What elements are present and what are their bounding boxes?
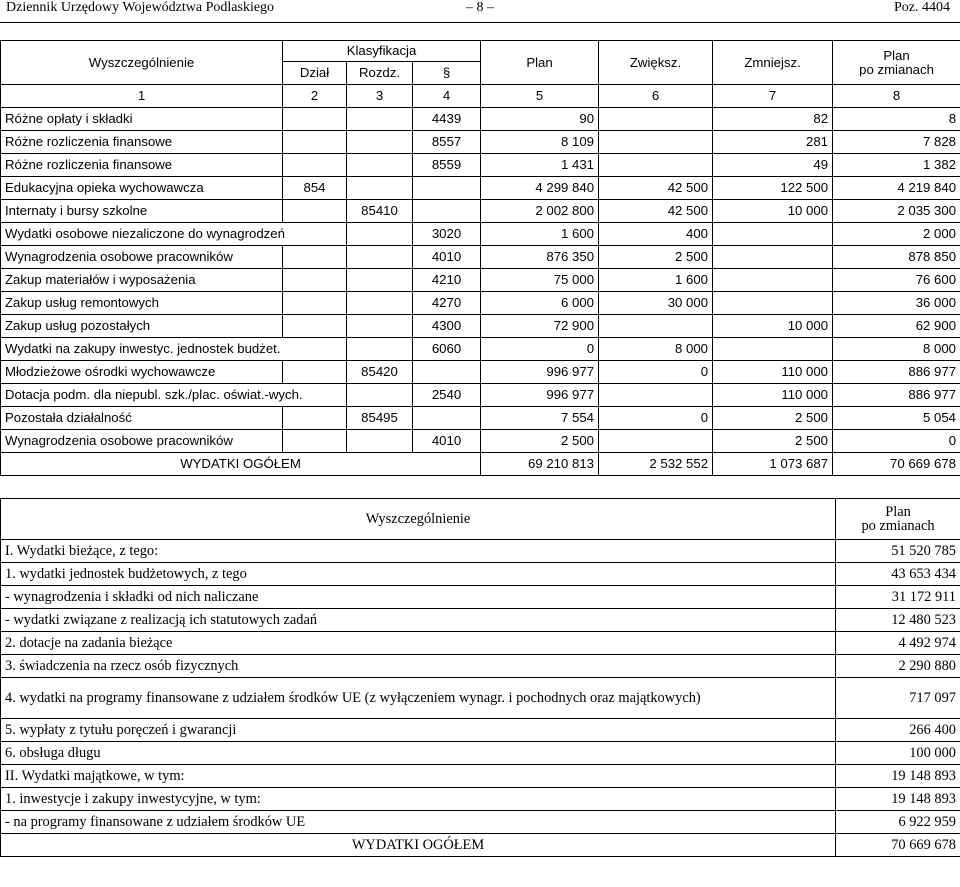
summary-header-plan-line1: Plan: [885, 504, 911, 520]
cell-zw: 8 000: [599, 338, 713, 361]
cell-par: 4010: [413, 246, 481, 269]
cell-plan: 996 977: [481, 361, 599, 384]
summary-row: [1, 788, 960, 811]
cell-po: 886 977: [833, 361, 960, 384]
cell-po: 36 000: [833, 292, 960, 315]
header-rozdz: Rozdz.: [347, 62, 413, 85]
summary-item-name: 2. dotacje na zadania bieżące: [1, 632, 836, 655]
summary-row: [1, 540, 960, 563]
summary-item-name: 3. świadczenia na rzecz osób fizycznych: [1, 655, 836, 678]
cell-rozdz: [347, 246, 413, 269]
page-number: – 8 –: [466, 0, 494, 15]
summary-item-value: 4 492 974: [836, 632, 960, 655]
cell-name: Różne opłaty i składki: [1, 108, 283, 131]
cell-dzial: [283, 223, 347, 246]
summary-item-value: 266 400: [836, 719, 960, 742]
table-row: [1, 292, 960, 315]
cell-plan: 90: [481, 108, 599, 131]
cell-rozdz: [347, 292, 413, 315]
column-number: 4: [413, 85, 481, 108]
summary-item-value: 31 172 911: [836, 586, 960, 609]
cell-plan: 4 299 840: [481, 177, 599, 200]
cell-zm: [713, 223, 833, 246]
cell-zm: 2 500: [713, 430, 833, 453]
cell-zm: [713, 269, 833, 292]
header-plan: Plan: [481, 41, 599, 85]
summary-item-value: 2 290 880: [836, 655, 960, 678]
header-klasyfikacja: Klasyfikacja: [283, 41, 481, 62]
cell-name: Wynagrodzenia osobowe pracowników: [1, 246, 283, 269]
summary-item-name: I. Wydatki bieżące, z tego:: [1, 540, 836, 563]
cell-plan: 996 977: [481, 384, 599, 407]
cell-plan: 75 000: [481, 269, 599, 292]
cell-dzial: [283, 200, 347, 223]
header-zmniejsz: Zmniejsz.: [713, 41, 833, 85]
cell-name: Pozostała działalność: [1, 407, 283, 430]
cell-zw: [599, 384, 713, 407]
header-dzial: Dział: [283, 62, 347, 85]
header-plan-po-line2: po zmianach: [859, 61, 934, 77]
cell-po: 878 850: [833, 246, 960, 269]
column-numbers-row: [1, 85, 960, 108]
cell-po: 0: [833, 430, 960, 453]
cell-zw: 400: [599, 223, 713, 246]
summary-row: [1, 719, 960, 742]
cell-po: 2 000: [833, 223, 960, 246]
cell-plan: 0: [481, 338, 599, 361]
cell-dzial: [283, 292, 347, 315]
cell-po: 5 054: [833, 407, 960, 430]
cell-po: 886 977: [833, 384, 960, 407]
cell-dzial: [283, 269, 347, 292]
total-row: [1, 453, 960, 476]
summary-row: [1, 811, 960, 834]
header-zwieksz: Zwiększ.: [599, 41, 713, 85]
cell-dzial: [283, 154, 347, 177]
cell-rozdz: [347, 131, 413, 154]
column-number: 1: [1, 85, 283, 108]
cell-zw: 1 600: [599, 269, 713, 292]
cell-zm: 10 000: [713, 315, 833, 338]
summary-row: [1, 765, 960, 788]
cell-plan: 1 600: [481, 223, 599, 246]
table-row: [1, 269, 960, 292]
header-plan-po-zmianach: [833, 41, 960, 85]
table-row: [1, 315, 960, 338]
cell-zw: [599, 430, 713, 453]
cell-plan: 2 002 800: [481, 200, 599, 223]
cell-par: 8559: [413, 154, 481, 177]
cell-par: 4300: [413, 315, 481, 338]
cell-par: [413, 200, 481, 223]
summary-item-value: 6 922 959: [836, 811, 960, 834]
cell-dzial: [283, 361, 347, 384]
cell-par: 2540: [413, 384, 481, 407]
cell-zm: 82: [713, 108, 833, 131]
cell-name: Edukacyjna opieka wychowawcza: [1, 177, 283, 200]
cell-zw: [599, 315, 713, 338]
cell-rozdz: [347, 223, 413, 246]
summary-item-name: 5. wypłaty z tytułu poręczeń i gwarancji: [1, 719, 836, 742]
cell-par: 4010: [413, 430, 481, 453]
summary-total-value: 70 669 678: [836, 834, 960, 857]
cell-name: Wydatki osobowe niezaliczone do wynagrodzeń: [1, 223, 283, 246]
total-po: 70 669 678: [833, 453, 960, 476]
journal-title: Dziennik Urzędowy Województwa Podlaskiego: [6, 0, 275, 15]
summary-item-value: 717 097: [836, 678, 960, 719]
cell-zm: 2 500: [713, 407, 833, 430]
table-row: [1, 407, 960, 430]
cell-zm: 110 000: [713, 384, 833, 407]
cell-name: Zakup usług remontowych: [1, 292, 283, 315]
summary-item-name: 1. wydatki jednostek budżetowych, z tego: [1, 563, 836, 586]
cell-po: 76 600: [833, 269, 960, 292]
cell-par: 8557: [413, 131, 481, 154]
column-number: 8: [833, 85, 960, 108]
table-row: [1, 430, 960, 453]
cell-po: 1 382: [833, 154, 960, 177]
cell-par: 6060: [413, 338, 481, 361]
cell-rozdz: [347, 154, 413, 177]
summary-item-name: - wynagrodzenia i składki od nich naliczane: [1, 586, 836, 609]
cell-par: 4210: [413, 269, 481, 292]
cell-rozdz: [347, 108, 413, 131]
cell-po: 8 000: [833, 338, 960, 361]
summary-item-name: 6. obsługa długu: [1, 742, 836, 765]
cell-rozdz: [347, 269, 413, 292]
table-row: [1, 223, 960, 246]
cell-plan: 2 500: [481, 430, 599, 453]
cell-plan: 8 109: [481, 131, 599, 154]
cell-par: [413, 407, 481, 430]
table-row: [1, 131, 960, 154]
cell-zm: 122 500: [713, 177, 833, 200]
cell-zm: [713, 338, 833, 361]
summary-item-name: - na programy finansowane z udziałem środków UE: [1, 811, 836, 834]
cell-rozdz: 85420: [347, 361, 413, 384]
cell-name: Młodzieżowe ośrodki wychowawcze: [1, 361, 283, 384]
cell-rozdz: [347, 177, 413, 200]
cell-plan: 72 900: [481, 315, 599, 338]
cell-dzial: [283, 131, 347, 154]
position-number: Poz. 4404: [894, 0, 950, 15]
summary-row: [1, 586, 960, 609]
table-row: [1, 177, 960, 200]
column-number: 3: [347, 85, 413, 108]
cell-name: Różne rozliczenia finansowe: [1, 154, 283, 177]
total-zm: 1 073 687: [713, 453, 833, 476]
cell-po: 8: [833, 108, 960, 131]
column-number: 7: [713, 85, 833, 108]
cell-zw: 0: [599, 407, 713, 430]
expenditure-table: [0, 40, 960, 476]
summary-row: [1, 655, 960, 678]
cell-name: Internaty i bursy szkolne: [1, 200, 283, 223]
cell-dzial: 854: [283, 177, 347, 200]
table-row: [1, 246, 960, 269]
summary-item-value: 51 520 785: [836, 540, 960, 563]
cell-zw: [599, 154, 713, 177]
cell-plan: 876 350: [481, 246, 599, 269]
total-plan: 69 210 813: [481, 453, 599, 476]
cell-zw: [599, 131, 713, 154]
cell-zw: [599, 108, 713, 131]
cell-po: 62 900: [833, 315, 960, 338]
summary-item-value: 19 148 893: [836, 788, 960, 811]
column-number: 6: [599, 85, 713, 108]
cell-dzial: [283, 246, 347, 269]
cell-dzial: [283, 407, 347, 430]
summary-table: [0, 498, 960, 857]
summary-row: [1, 742, 960, 765]
header-paragraf: §: [413, 62, 481, 85]
cell-zm: 110 000: [713, 361, 833, 384]
summary-item-name: - wydatki związane z realizacją ich statutowych zadań: [1, 609, 836, 632]
summary-item-name: 1. inwestycje i zakupy inwestycyjne, w tym:: [1, 788, 836, 811]
cell-rozdz: 85410: [347, 200, 413, 223]
cell-par: 4439: [413, 108, 481, 131]
table-row: [1, 154, 960, 177]
cell-name: Zakup usług pozostałych: [1, 315, 283, 338]
cell-dzial: [283, 315, 347, 338]
table-row: [1, 108, 960, 131]
table-row: [1, 384, 960, 407]
summary-row: [1, 632, 960, 655]
summary-header-plan-line2: po zmianach: [861, 518, 935, 534]
cell-zw: 42 500: [599, 200, 713, 223]
cell-rozdz: [347, 315, 413, 338]
column-number: 5: [481, 85, 599, 108]
summary-row: [1, 678, 960, 719]
table-row: [1, 200, 960, 223]
table-row: [1, 361, 960, 384]
cell-name: Różne rozliczenia finansowe: [1, 131, 283, 154]
page-header: [0, 0, 960, 23]
cell-par: 3020: [413, 223, 481, 246]
summary-item-value: 43 653 434: [836, 563, 960, 586]
summary-item-name: II. Wydatki majątkowe, w tym:: [1, 765, 836, 788]
summary-row: [1, 563, 960, 586]
cell-zw: 0: [599, 361, 713, 384]
summary-item-value: 100 000: [836, 742, 960, 765]
total-label: WYDATKI OGÓŁEM: [1, 453, 481, 476]
total-zw: 2 532 552: [599, 453, 713, 476]
cell-zw: 30 000: [599, 292, 713, 315]
summary-item-value: 12 480 523: [836, 609, 960, 632]
summary-item-name: 4. wydatki na programy finansowane z udziałem środków UE (z wyłączeniem wynagr. i pochodnych oraz majątkowych): [1, 678, 836, 719]
summary-header-plan: [836, 499, 960, 540]
cell-dzial: [283, 108, 347, 131]
cell-rozdz: [347, 384, 413, 407]
header-plan-po-line1: Plan: [883, 47, 910, 63]
summary-total-row: [1, 834, 960, 857]
cell-po: 2 035 300: [833, 200, 960, 223]
cell-name: Wydatki na zakupy inwestyc. jednostek budżet.: [1, 338, 283, 361]
cell-po: 7 828: [833, 131, 960, 154]
cell-zw: 2 500: [599, 246, 713, 269]
cell-plan: 7 554: [481, 407, 599, 430]
summary-header-name: Wyszczególnienie: [1, 499, 836, 540]
cell-par: 4270: [413, 292, 481, 315]
cell-name: Wynagrodzenia osobowe pracowników: [1, 430, 283, 453]
summary-total-label: WYDATKI OGÓŁEM: [1, 834, 836, 857]
cell-par: [413, 177, 481, 200]
cell-plan: 6 000: [481, 292, 599, 315]
cell-par: [413, 361, 481, 384]
cell-plan: 1 431: [481, 154, 599, 177]
summary-item-value: 19 148 893: [836, 765, 960, 788]
column-number: 2: [283, 85, 347, 108]
cell-zm: 281: [713, 131, 833, 154]
cell-rozdz: [347, 430, 413, 453]
cell-rozdz: 85495: [347, 407, 413, 430]
cell-zm: [713, 292, 833, 315]
cell-zm: 49: [713, 154, 833, 177]
summary-row: [1, 609, 960, 632]
cell-zw: 42 500: [599, 177, 713, 200]
header-wyszczegolnienie: Wyszczególnienie: [1, 41, 283, 85]
cell-name: Dotacja podm. dla niepubl. szk./plac. oświat.-wych.: [1, 384, 283, 407]
cell-po: 4 219 840: [833, 177, 960, 200]
cell-dzial: [283, 430, 347, 453]
table-row: [1, 338, 960, 361]
cell-zm: 10 000: [713, 200, 833, 223]
cell-zm: [713, 246, 833, 269]
cell-name: Zakup materiałów i wyposażenia: [1, 269, 283, 292]
cell-dzial: [283, 338, 347, 361]
cell-rozdz: [347, 338, 413, 361]
